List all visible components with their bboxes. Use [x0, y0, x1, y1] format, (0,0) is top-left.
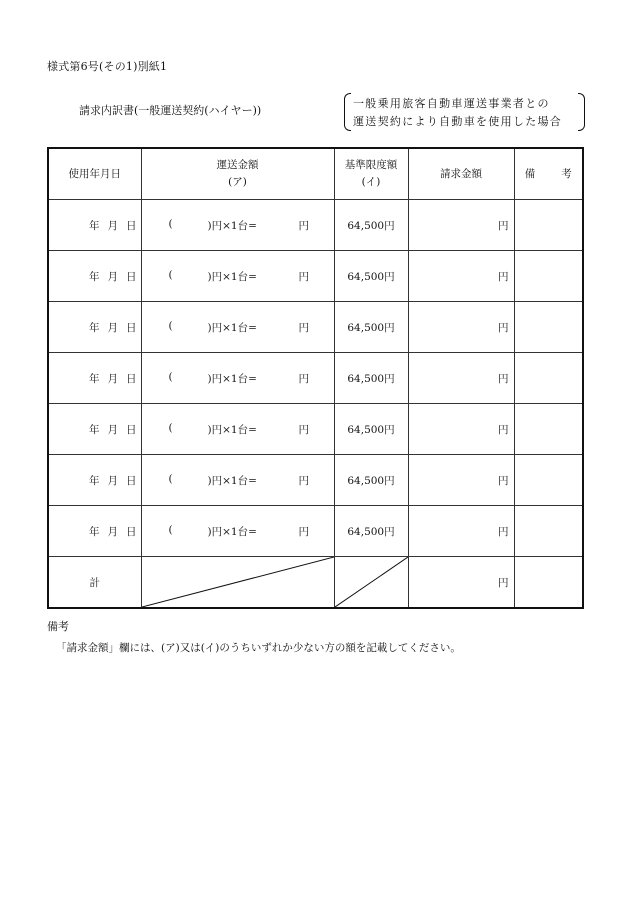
month-label: 月	[107, 219, 118, 232]
fare-amount[interactable]	[141, 251, 334, 302]
table-row	[48, 251, 583, 302]
fare-per-vehicle: )円×1台=	[207, 475, 257, 487]
usage-date[interactable]	[48, 302, 141, 353]
month-label: 月	[107, 372, 118, 385]
header-limit-mark: (イ)	[361, 176, 381, 188]
fare-yen: 円	[298, 220, 309, 232]
left-bracket	[344, 93, 351, 131]
header-fare-label: 運送金額	[216, 159, 259, 171]
fare-amount[interactable]	[141, 455, 334, 506]
fare-per-vehicle: )円×1台=	[207, 271, 257, 283]
limit-amount: 64,500円	[334, 251, 408, 302]
fare-yen: 円	[298, 322, 309, 334]
condition-note-line-2: 運送契約により自動車を使用した場合	[353, 115, 563, 128]
diagonal-strike	[335, 557, 408, 607]
diagonal-strike	[142, 557, 334, 607]
claim-amount[interactable]: 円	[408, 251, 514, 302]
fare-open-paren: (	[168, 218, 173, 230]
fare-yen: 円	[298, 373, 309, 385]
day-label: 日	[126, 270, 137, 283]
fare-per-vehicle: )円×1台=	[207, 424, 257, 436]
fare-amount[interactable]	[141, 353, 334, 404]
remarks-heading: 備考	[47, 620, 69, 633]
claim-amount[interactable]: 円	[408, 200, 514, 251]
fare-yen: 円	[298, 271, 309, 283]
claim-amount[interactable]: 円	[408, 404, 514, 455]
table-row	[48, 302, 583, 353]
limit-amount: 64,500円	[334, 455, 408, 506]
month-label: 月	[107, 270, 118, 283]
condition-note	[344, 93, 585, 131]
total-label: 計	[48, 557, 141, 609]
table-row	[48, 506, 583, 557]
fare-open-paren: (	[168, 473, 173, 485]
table-row	[48, 455, 583, 506]
table-row	[48, 353, 583, 404]
claim-amount[interactable]: 円	[408, 455, 514, 506]
fare-per-vehicle: )円×1台=	[207, 373, 257, 385]
header-fare	[141, 148, 334, 200]
remarks-text: 「請求金額」欄には、(ア)又は(イ)のうちいずれか少ない方の額を記載してください。	[56, 642, 461, 654]
header-note-char-2: 考	[561, 167, 572, 180]
month-label: 月	[107, 474, 118, 487]
usage-date[interactable]	[48, 353, 141, 404]
header-fare-mark: (ア)	[228, 176, 247, 188]
form-code: 様式第6号(その1)別紙1	[47, 60, 168, 73]
condition-note-line-1: 一般乗用旅客自動車運送事業者との	[353, 97, 550, 110]
month-label: 月	[107, 423, 118, 436]
claim-breakdown-table	[47, 147, 584, 609]
fare-yen: 円	[298, 526, 309, 538]
header-date-label: 使用年月日	[68, 167, 121, 180]
note-cell[interactable]	[514, 506, 583, 557]
year-label: 年	[89, 372, 100, 385]
limit-amount: 64,500円	[334, 200, 408, 251]
note-cell[interactable]	[514, 302, 583, 353]
day-label: 日	[126, 525, 137, 538]
fare-amount[interactable]	[141, 200, 334, 251]
limit-amount: 64,500円	[334, 302, 408, 353]
note-cell[interactable]	[514, 200, 583, 251]
claim-amount[interactable]: 円	[408, 353, 514, 404]
fare-open-paren: (	[168, 524, 173, 536]
day-label: 日	[126, 423, 137, 436]
usage-date[interactable]	[48, 251, 141, 302]
limit-amount: 64,500円	[334, 353, 408, 404]
limit-amount: 64,500円	[334, 404, 408, 455]
year-label: 年	[89, 423, 100, 436]
month-label: 月	[107, 525, 118, 538]
fare-open-paren: (	[168, 422, 173, 434]
header-note	[514, 148, 583, 200]
total-limit-blank	[334, 557, 408, 609]
header-claim	[408, 148, 514, 200]
total-fare-blank	[141, 557, 334, 609]
header-claim-label: 請求金額	[440, 167, 482, 180]
fare-amount[interactable]	[141, 506, 334, 557]
fare-amount[interactable]	[141, 404, 334, 455]
year-label: 年	[89, 321, 100, 334]
header-date	[48, 148, 141, 200]
usage-date[interactable]	[48, 455, 141, 506]
fare-per-vehicle: )円×1台=	[207, 220, 257, 232]
month-label: 月	[107, 321, 118, 334]
usage-date[interactable]	[48, 404, 141, 455]
claim-amount[interactable]: 円	[408, 302, 514, 353]
usage-date[interactable]	[48, 200, 141, 251]
header-limit-label: 基準限度額	[344, 159, 398, 171]
right-bracket	[578, 93, 585, 131]
note-cell[interactable]	[514, 251, 583, 302]
claim-amount[interactable]: 円	[408, 506, 514, 557]
year-label: 年	[89, 219, 100, 232]
limit-amount: 64,500円	[334, 506, 408, 557]
fare-amount[interactable]	[141, 302, 334, 353]
day-label: 日	[126, 372, 137, 385]
fare-per-vehicle: )円×1台=	[207, 322, 257, 334]
day-label: 日	[126, 219, 137, 232]
note-cell[interactable]	[514, 353, 583, 404]
fare-yen: 円	[298, 424, 309, 436]
header-limit	[334, 148, 408, 200]
header-row	[48, 148, 583, 200]
fare-per-vehicle: )円×1台=	[207, 526, 257, 538]
fare-open-paren: (	[168, 371, 173, 383]
total-note[interactable]	[514, 557, 583, 609]
note-cell[interactable]	[514, 404, 583, 455]
table-row	[48, 404, 583, 455]
table-row	[48, 200, 583, 251]
fare-open-paren: (	[168, 269, 173, 281]
fare-yen: 円	[298, 475, 309, 487]
day-label: 日	[126, 474, 137, 487]
fare-open-paren: (	[168, 320, 173, 332]
day-label: 日	[126, 321, 137, 334]
year-label: 年	[89, 525, 100, 538]
total-row	[48, 557, 583, 609]
year-label: 年	[89, 474, 100, 487]
total-claim-amount[interactable]: 円	[408, 557, 514, 609]
document-title: 請求内訳書(一般運送契約(ハイヤー))	[79, 104, 262, 117]
year-label: 年	[89, 270, 100, 283]
note-cell[interactable]	[514, 455, 583, 506]
usage-date[interactable]	[48, 506, 141, 557]
header-note-char-1: 備	[524, 167, 536, 180]
